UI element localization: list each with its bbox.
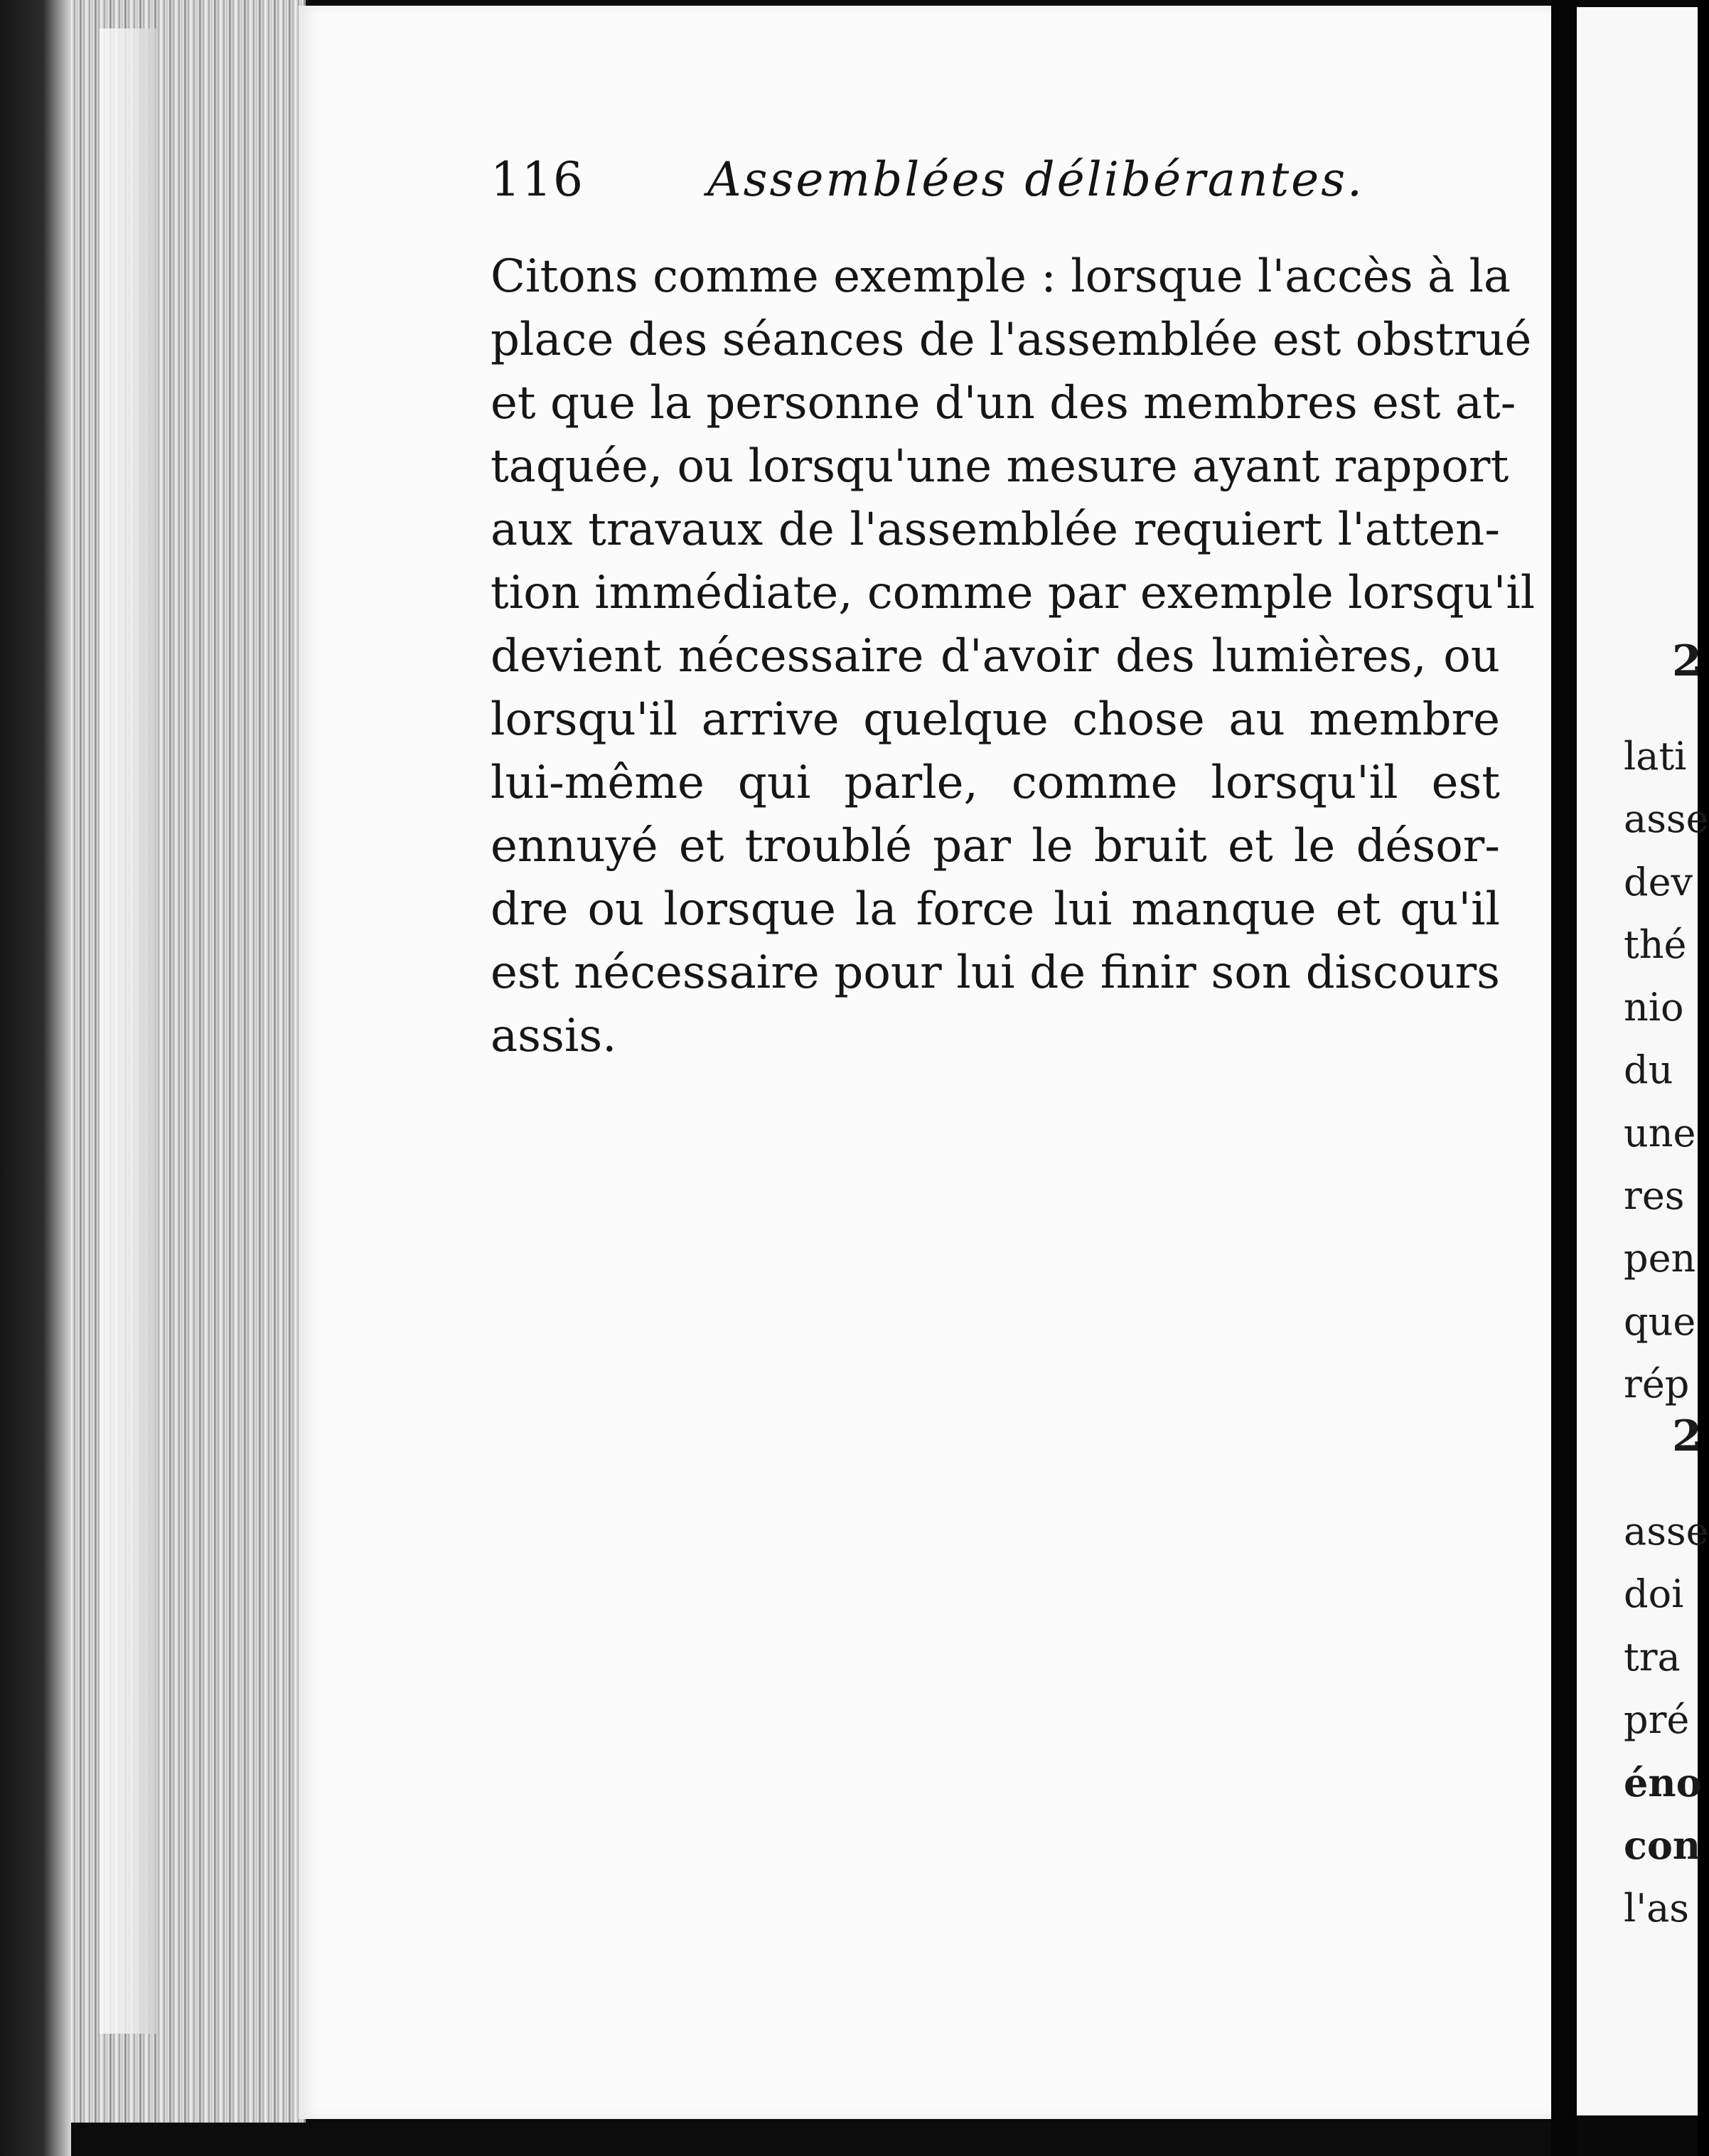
text-line: lui-même qui parle, comme lorsqu'il est: [491, 757, 1500, 809]
text-line: taquée, ou lorsqu'une mesure ayant rapport: [491, 440, 1509, 493]
text-line: devient nécessaire d'avoir des lumières, ou: [491, 630, 1500, 683]
facing-text-fragment: thé: [1624, 922, 1687, 967]
facing-text-fragment: asse: [1624, 1509, 1709, 1554]
facing-text-fragment: res: [1624, 1173, 1685, 1219]
facing-text-fragment: éno: [1624, 1760, 1702, 1806]
facing-text-fragment: du: [1624, 1047, 1673, 1093]
facing-text-fragment: l'as: [1624, 1885, 1690, 1931]
text-line: ennuyé et troublé par le bruit et le désor-: [491, 820, 1500, 872]
text-line: aux travaux de l'assemblée requiert l'atten-: [491, 503, 1500, 556]
facing-text-fragment: tra: [1624, 1634, 1681, 1680]
book-edge-shadow: [0, 0, 80, 2156]
text-line: Citons comme exemple : lorsque l'accès à la: [491, 250, 1511, 303]
facing-text-block-2: [1624, 1500, 1709, 1940]
facing-text-fragment: con: [1624, 1823, 1701, 1869]
facing-text-fragment: pen: [1624, 1236, 1696, 1281]
facing-text-fragment: doi: [1624, 1571, 1684, 1617]
text-line: place des séances de l'assemblée est obstrué: [491, 314, 1532, 366]
running-title: Assemblées délibérantes.: [707, 152, 1365, 207]
text-line: assis.: [491, 1010, 617, 1062]
text-line: est nécessaire pour lui de finir son discours: [491, 946, 1500, 999]
facing-text-fragment: nio: [1624, 985, 1684, 1030]
text-line: dre ou lorsque la force lui manque et qu'il: [491, 883, 1500, 936]
facing-text-fragment: asse: [1624, 796, 1709, 842]
body-paragraph: [491, 245, 1536, 1068]
page-number: 116: [491, 152, 584, 207]
facing-section-number: 2: [1672, 1411, 1702, 1461]
facing-text-fragment: lati: [1624, 734, 1687, 779]
facing-text-fragment: dev: [1624, 859, 1693, 904]
text-line: tion immédiate, comme par exemple lorsqu'il: [491, 567, 1536, 619]
page-edge-highlight: [100, 28, 156, 2034]
facing-text-fragment: rép: [1624, 1361, 1690, 1407]
facing-section-number: 2: [1672, 636, 1702, 686]
scan-bottom-edge: [71, 2123, 1551, 2156]
running-head: [491, 142, 1500, 213]
facing-text-fragment: pré: [1624, 1697, 1690, 1742]
book-gutter: [1551, 0, 1577, 2156]
facing-text-fragment: que: [1624, 1298, 1696, 1344]
facing-text-block-1: [1624, 725, 1709, 1416]
text-line: et que la personne d'un des membres est at-: [491, 377, 1516, 429]
facing-text-fragment: une: [1624, 1110, 1696, 1156]
text-line: lorsqu'il arrive quelque chose au membre: [491, 693, 1500, 746]
